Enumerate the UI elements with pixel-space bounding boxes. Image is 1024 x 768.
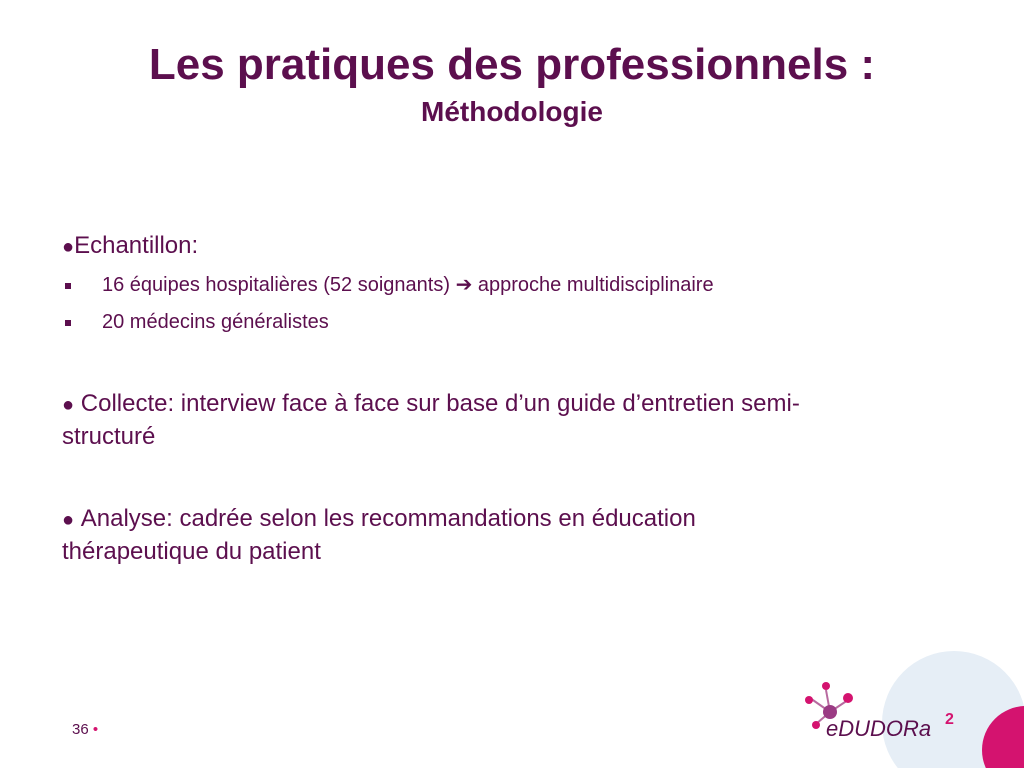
footer-dot-icon: • (92, 721, 99, 738)
bullet-dot: ● (62, 236, 75, 258)
subitem-square-1 (65, 283, 71, 289)
subitem-medecins: 20 médecins généralistes (102, 311, 329, 333)
subitem-text-after: approche multidisciplinaire (477, 274, 714, 296)
bullet-dot: ● (62, 509, 75, 531)
slide-title: Les pratiques des professionnels : (148, 40, 876, 89)
bullet-line1: Analyse: cadrée selon les recommandations en éducation (80, 505, 696, 532)
bullet-line1: Collecte: interview face à face sur base d’un guide d’entretien semi- (80, 390, 800, 417)
bullet-heading: Echantillon: (74, 232, 199, 259)
bullet-collecte (62, 388, 962, 453)
page-number-text: 36 (72, 721, 89, 738)
page-number (72, 721, 98, 738)
subitem-text-before: 16 équipes hospitalières (52 soignants) (102, 274, 450, 296)
subitem-equipes (102, 272, 1002, 298)
bullet-dot: ● (62, 394, 75, 416)
logo-area (764, 628, 1024, 768)
bullet-analyse (62, 503, 962, 568)
slide-subtitle: Méthodologie (421, 96, 603, 127)
bullet-line2: structuré (62, 423, 156, 450)
arrow-icon: ➔ (455, 274, 473, 296)
bullet-line2: thérapeutique du patient (62, 538, 321, 565)
subitem-square-2 (65, 320, 71, 326)
logo-superscript: 2 (945, 711, 954, 728)
bullet-echantillon (62, 230, 962, 263)
logo-wordmark: eDUDORa (826, 716, 932, 741)
